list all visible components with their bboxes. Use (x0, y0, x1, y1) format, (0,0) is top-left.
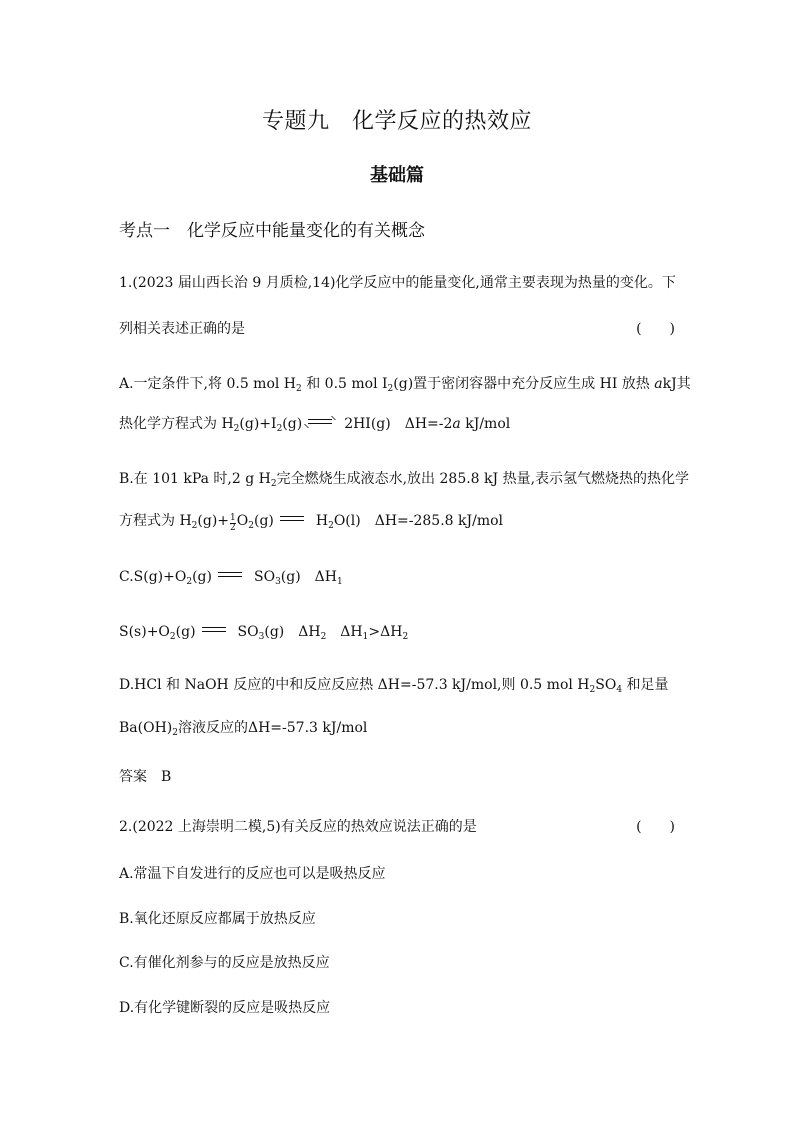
q1-option-b-line-2: 方程式为 $H_2(g)+$ $\frac{1}{2}$ $O_2(g)$ $H_2O(l)$ ΔH=-285.8 kJ/mol (119, 513, 504, 533)
q1-stem-line-2 (119, 318, 675, 338)
q1-a-text: kJ其 (662, 376, 691, 392)
q1-option-a-line-1: A.一定条件下,将 0.5 mol $H_2$ 和 0.5 mol $I_2(g)$置于密闭容器中充分反应生成 HI 放热 akJ其 (119, 376, 691, 394)
q1-c-text: C.S(g)+O (119, 569, 187, 585)
q2-stem-text: 2.(2022 上海崇明二模,5)有关反应的热效应说法正确的是 (119, 819, 477, 835)
q1-c-equation: SO (237, 624, 259, 640)
q1-option-a-line-2: 热化学方程式为 $H_2(g)+I_2(g)$ 2HI(g) ΔH=-2a kJ/mol (119, 416, 511, 434)
equals-arrow-icon (216, 570, 250, 579)
q1-answer-parens: ( ) (636, 321, 675, 337)
q1-a-text: kJ/mol (460, 416, 511, 432)
q1-option-c-line-1: $C.S(g)+O_2(g)$ $SO_3(g)$ $\Delta H_1$ (119, 569, 343, 587)
q2-option-a: A.常温下自发进行的反应也可以是吸热反应 (119, 866, 386, 882)
page-subtitle: 基础篇 (370, 165, 424, 186)
equals-arrow-icon (278, 514, 312, 523)
q1-d-text: 和足量 (626, 677, 669, 693)
q2-stem-line (119, 816, 675, 836)
q1-b-text: O(l) ΔH=-285.8 kJ/mol (333, 513, 504, 529)
q1-d-text: D.HCl 和 NaOH 反应的中和反应反应热 ΔH=-57.3 kJ/mol,则 0.5 mol H (119, 677, 590, 693)
q1-a-equation: 2HI(g) ΔH=-2 (344, 416, 453, 432)
q1-d-text: 溶液反应的ΔH=-57.3 kJ/mol (177, 720, 368, 736)
q1-c-text: S(s)+O (119, 624, 170, 640)
q1-a-text: A.一定条件下,将 0.5 mol H (119, 376, 297, 392)
fraction-one-half: $\frac{1}{2}$ (230, 513, 236, 533)
reversible-arrow-icon (306, 417, 340, 426)
q1-answer: 答案 B (119, 769, 172, 785)
q2-answer-parens: ( ) (636, 819, 675, 835)
q1-c-equation: SO (253, 569, 276, 585)
q1-stem-line-1: 1.(2023 届山西长治 9 月质检,14)化学反应中的能量变化,通常主要表现为热量的变化。下 (119, 275, 676, 291)
q1-a-text: 热化学方程式为 H (119, 416, 234, 432)
q1-b-equation: H (315, 513, 329, 529)
page-title: 专题九 化学反应的热效应 (261, 109, 532, 134)
q1-a-text: 和 0.5 mol I (306, 376, 388, 392)
q1-option-c-line-2: $S(s)+O_2(g)$ $SO_3(g)$ $\Delta H_2$ $\Delta H_1>\Delta H_2$ (119, 624, 409, 642)
q1-option-b-line-1: B.在 101 kPa 时,2 g $H_2$完全燃烧生成液态水,放出 285.8 kJ 热量,表示氢气燃烧热的热化学 (119, 471, 690, 489)
section-heading: 考点一 化学反应中能量变化的有关概念 (119, 221, 425, 241)
q1-b-text: B.在 101 kPa 时,2 g H (119, 471, 271, 487)
q1-option-d-line-2: $Ba(OH)_2$溶液反应的ΔH=-57.3 kJ/mol (119, 720, 368, 738)
q1-b-text: 方程式为 H (119, 513, 192, 529)
equals-arrow-icon (200, 625, 234, 634)
q2-option-d: D.有化学键断裂的反应是吸热反应 (119, 1000, 331, 1016)
q1-option-d-line-1: D.HCl 和 NaOH 反应的中和反应反应热 ΔH=-57.3 kJ/mol,则 0.5 mol $H_2SO_4$ 和足量 (119, 677, 669, 695)
q1-stem-text: 列相关表述正确的是 (119, 321, 245, 337)
q1-a-text: (g)置于密闭容器中充分反应生成 HI 放热 (393, 376, 650, 392)
q1-a-variable: a (452, 416, 461, 432)
q1-b-text: 完全燃烧生成液态水,放出 285.8 kJ 热量,表示氢气燃烧热的热化学 (276, 471, 690, 487)
q2-option-c: C.有催化剂参与的反应是放热反应 (119, 955, 330, 971)
q2-option-b: B.氧化还原反应都属于放热反应 (119, 911, 316, 927)
q1-a-variable: a (654, 376, 663, 392)
q1-d-text: SO (595, 677, 617, 693)
q1-d-text: Ba(OH) (119, 720, 173, 736)
